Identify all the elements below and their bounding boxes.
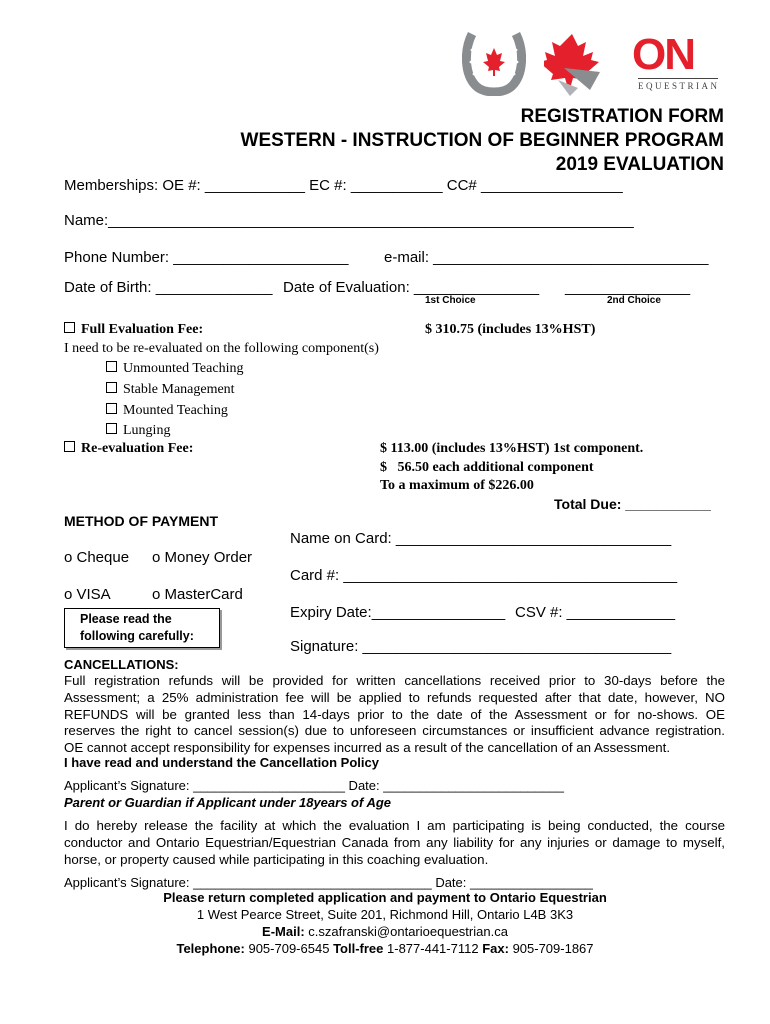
policy-line: Assessment; a 25% administration fee will be applied to refunds requested after that date, however, NO	[64, 689, 725, 705]
name-field[interactable]: Name:_______________________________________________________________	[64, 212, 634, 229]
payment-visa[interactable]: o VISA	[64, 586, 111, 603]
expiry-date-field[interactable]: Expiry Date:________________	[290, 604, 506, 621]
component-label: Unmounted Teaching	[123, 361, 244, 376]
component-label: Stable Management	[123, 382, 235, 397]
fax-number: 905-709-1867	[512, 941, 594, 956]
notice-line: Please read the	[80, 612, 172, 626]
reevaluation-intro: I need to be re-evaluated on the following component(s)	[64, 341, 379, 356]
email-link[interactable]: c.szafranski@ontarioequestrian.ca	[308, 924, 508, 939]
reevaluation-fee-line1: $ 113.00 (includes 13%HST) 1st component.	[380, 441, 644, 456]
contact-email	[0, 924, 770, 939]
release-line: I do hereby release the facility at which the evaluation I am participating is being conducted, the course	[64, 818, 725, 833]
parent-guardian-note: Parent or Guardian if Applicant under 18years of Age	[64, 795, 391, 810]
policy-line: reserves the right to cancel session(s) due to unforeseen circumstances or insufficient advance registration.	[64, 723, 725, 739]
read-carefully-notice	[64, 608, 220, 648]
policy-line: Full registration refunds will be provided for written cancellations received prior to 30-days before the	[64, 673, 725, 688]
on-subtitle: EQUESTRIAN	[638, 78, 718, 91]
on-brand-text: ON	[632, 30, 694, 79]
card-signature-field[interactable]: Signature: _____________________________________	[290, 638, 672, 655]
first-choice-label: 1st Choice	[425, 295, 476, 306]
component-unmounted-teaching[interactable]	[106, 361, 243, 377]
full-evaluation-label: Full Evaluation Fee:	[81, 322, 204, 337]
policy-acknowledgement: I have read and understand the Cancellation Policy	[64, 755, 379, 770]
card-number-field[interactable]: Card #: ________________________________________	[290, 567, 678, 584]
mailing-address: 1 West Pearce Street, Suite 201, Richmond Hill, Ontario L4B 3K3	[196, 907, 574, 922]
component-checkbox[interactable]	[106, 382, 117, 393]
policy-line: REFUNDS will be granted less than 14-days prior to the date of the Assessment or for no-shows. OE	[64, 706, 725, 722]
csv-field[interactable]: CSV #: _____________	[515, 604, 676, 621]
email-field[interactable]: e-mail: _________________________________	[384, 249, 709, 266]
contact-phone	[0, 941, 770, 956]
full-evaluation-checkbox[interactable]	[64, 322, 75, 333]
notice-line: following carefully:	[80, 629, 194, 643]
reevaluation-fee-line2: $ 56.50 each additional component	[380, 460, 594, 475]
fax-label: Fax:	[482, 941, 509, 956]
tollfree-number: 1-877-441-7112	[387, 941, 479, 956]
memberships-field[interactable]: Memberships: OE #: ____________ EC #: ___________ CC# _________________	[64, 177, 623, 194]
return-note: Please return completed application and payment to Ontario Equestrian	[163, 890, 607, 905]
horseshoe-logo	[462, 30, 526, 96]
release-line: horse, or property caused while participating in this coaching evaluation.	[64, 851, 489, 867]
phone-number: 905-709-6545	[248, 941, 330, 956]
payment-heading: METHOD OF PAYMENT	[64, 513, 219, 529]
phone-label: Telephone:	[176, 941, 245, 956]
reevaluation-label: Re-evaluation Fee:	[81, 441, 194, 456]
dob-field[interactable]: Date of Birth: ______________	[64, 279, 273, 296]
full-evaluation-amount: $ 310.75 (includes 13%HST)	[425, 322, 596, 337]
payment-cheque[interactable]: o Cheque	[64, 549, 130, 566]
cancellation-policy	[64, 673, 725, 757]
payment-mastercard[interactable]: o MasterCard	[152, 586, 243, 603]
component-label: Lunging	[123, 423, 171, 438]
payment-money-order[interactable]: o Money Order	[152, 549, 253, 566]
email-label: E-Mail:	[262, 924, 305, 939]
maple-leaf-horse-logo	[544, 32, 614, 98]
reevaluation-fee-line3: To a maximum of $226.00	[380, 478, 534, 493]
component-checkbox[interactable]	[106, 423, 117, 434]
component-checkbox[interactable]	[106, 361, 117, 372]
reevaluation-option[interactable]	[64, 441, 193, 457]
applicant-signature-1[interactable]: Applicant’s Signature: _____________________ Date: _________________________	[64, 778, 564, 793]
component-checkbox[interactable]	[106, 403, 117, 414]
logo-area	[458, 30, 724, 100]
component-lunging[interactable]	[106, 423, 170, 439]
cancellations-heading: CANCELLATIONS:	[64, 657, 179, 672]
release-line: conductor and Ontario Equestrian/Equestrian Canada from any liability for any injuries or damage to myself,	[64, 834, 725, 850]
phone-field[interactable]: Phone Number: _____________________	[64, 249, 349, 266]
on-equestrian-logo	[632, 32, 724, 98]
component-stable-management[interactable]	[106, 382, 235, 398]
name-on-card-field[interactable]: Name on Card: _________________________________	[290, 530, 672, 547]
policy-line: OE cannot accept responsibility for expenses incurred as a result of the cancellation of an Assessment.	[64, 740, 671, 756]
evaluation-year: 2019 EVALUATION	[555, 154, 724, 175]
component-label: Mounted Teaching	[123, 403, 228, 418]
full-evaluation-option[interactable]	[64, 322, 203, 338]
form-title: REGISTRATION FORM	[520, 106, 724, 127]
applicant-signature-2[interactable]: Applicant’s Signature: _________________________________ Date: _________________	[64, 875, 593, 890]
total-due-field[interactable]: Total Due: ___________	[554, 496, 711, 512]
evaluation-date-first-choice[interactable]: Date of Evaluation: _______________	[283, 279, 540, 296]
reevaluation-checkbox[interactable]	[64, 441, 75, 452]
tollfree-label: Toll-free	[333, 941, 384, 956]
liability-release	[64, 818, 725, 868]
program-title: WESTERN - INSTRUCTION OF BEGINNER PROGRAM	[240, 130, 724, 151]
component-mounted-teaching[interactable]	[106, 403, 228, 419]
evaluation-date-second-choice[interactable]: _______________	[565, 279, 691, 296]
second-choice-label: 2nd Choice	[607, 295, 661, 306]
